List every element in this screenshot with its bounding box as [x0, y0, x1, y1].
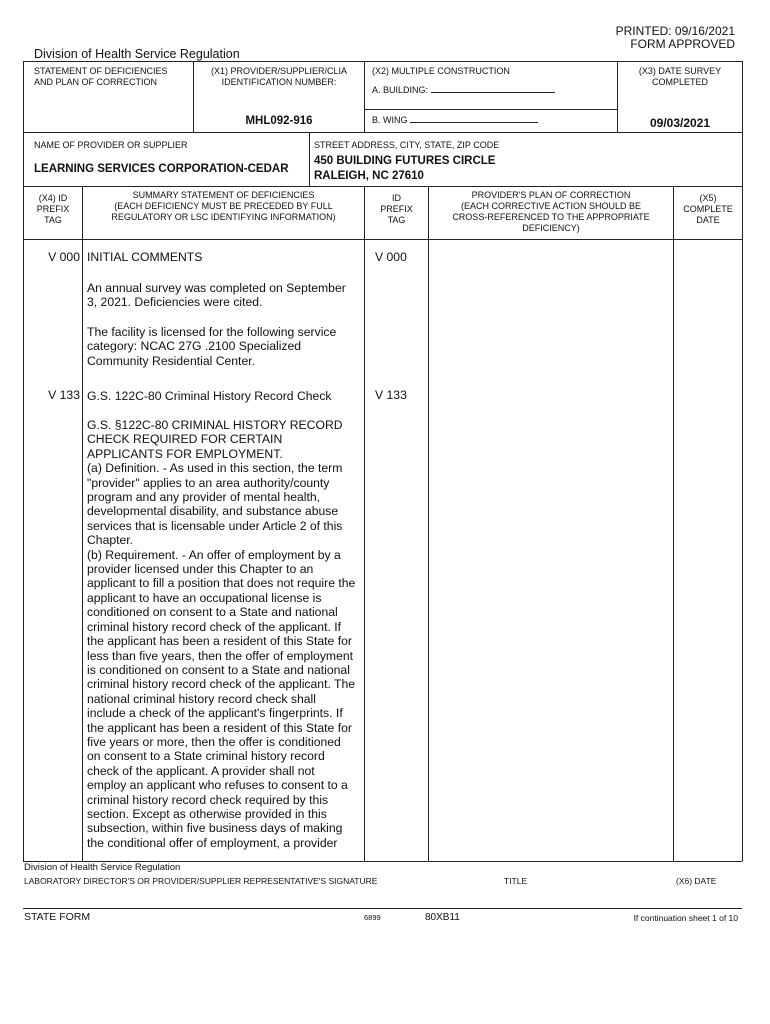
wing-label: B. WING [372, 115, 408, 125]
entry-v133-heading: G.S. 122C-80 Criminal History Record Check [87, 389, 332, 403]
col-summary-header: SUMMARY STATEMENT OF DEFICIENCIES (EACH DEFICIENCY MUST BE PRECEDED BY FULL REGULATORY OR LSC IDENTIFYING INFORMATION) [111, 190, 336, 222]
entry-v000-tag-left: V 000 [48, 250, 80, 264]
provider-name-label: NAME OF PROVIDER OR SUPPLIER [34, 140, 188, 150]
address-line1: 450 BUILDING FUTURES CIRCLE [314, 155, 496, 167]
building-label: A. BUILDING: [372, 85, 429, 95]
x3-label: (X3) DATE SURVEY COMPLETED [638, 66, 722, 87]
x1-value: MHL092-916 [245, 115, 313, 127]
agency-name: Division of Health Service Regulation [34, 47, 240, 61]
entry-v133-body: G.S. §122C-80 CRIMINAL HISTORY RECORD CHECK REQUIRED FOR CERTAIN APPLICANTS FOR EMPLOYMENT. (a) Definition. - As used in this section, the term "provider" applies to an area authority/county program and any provider of mental health, developmental disability, and substance abuse services that is licensable under Article 2 of this Chapter. (b) Requirement. - An offer of employment by a provider licensed under this Chapter to an applicant to fill a position that does not require the applicant to have an occupational license is conditioned on consent to a State and national criminal history record check of the applicant. If the applicant has been a resident of this State for less than five years, then the offer of employment is conditioned on consent to a State and national criminal history record check of the applicant. The national criminal history record check shall include a check of the applicant's fingerprints. If the applicant has been a resident of this State for five years or more, then the offer is conditioned on consent to a State criminal history record check of the applicant. A provider shall not employ an applicant who refuses to consent to a criminal history record check required by this section. Except as otherwise provided in this subsection, within five business days of making the conditional offer of employment, a provider [87, 418, 356, 850]
printed-date: PRINTED: 09/16/2021 [615, 24, 735, 38]
x6-date-label: (X6) DATE [676, 876, 717, 886]
entry-v000-paragraph-1: An annual survey was completed on September 3, 2021. Deficiencies were cited. [87, 281, 346, 310]
footer-agency: Division of Health Service Regulation [24, 862, 181, 873]
signature-label: LABORATORY DIRECTOR'S OR PROVIDER/SUPPLIER REPRESENTATIVE'S SIGNATURE [24, 876, 378, 886]
entry-v133-tag-right: V 133 [375, 388, 407, 402]
wing-blank [410, 113, 538, 123]
form-approved: FORM APPROVED [630, 37, 735, 51]
statement-label: STATEMENT OF DEFICIENCIES AND PLAN OF CORRECTION [34, 66, 168, 87]
building-blank [431, 83, 555, 93]
wing-field [372, 113, 538, 126]
building-field [372, 83, 555, 96]
col-id-header: ID PREFIX TAG [380, 193, 413, 225]
entry-v133-tag-left: V 133 [48, 388, 80, 402]
entry-v000-paragraph-2: The facility is licensed for the following service category: NCAC 27G .2100 Specialized Community Residential Center. [87, 325, 337, 368]
col-plan-header: PROVIDER'S PLAN OF CORRECTION (EACH CORRECTIVE ACTION SHOULD BE CROSS-REFERENCED TO THE APPROPRIATE DEFICIENCY) [452, 190, 650, 233]
col-x5-header: (X5) COMPLETE DATE [683, 193, 733, 225]
form-code: 80XB11 [425, 912, 460, 923]
form-number: 6899 [364, 913, 381, 922]
title-label: TITLE [504, 876, 528, 886]
state-form-label: STATE FORM [24, 911, 91, 923]
continuation-sheet: If continuation sheet 1 of 10 [633, 913, 738, 923]
col-x4-header: (X4) ID PREFIX TAG [36, 193, 70, 225]
provider-name: LEARNING SERVICES CORPORATION-CEDAR [34, 163, 289, 175]
address-label: STREET ADDRESS, CITY, STATE, ZIP CODE [314, 140, 500, 150]
entry-v000-heading: INITIAL COMMENTS [87, 250, 203, 264]
x2-label: (X2) MULTIPLE CONSTRUCTION [372, 66, 510, 76]
x3-value: 09/03/2021 [649, 116, 711, 130]
address-line2: RALEIGH, NC 27610 [314, 170, 424, 182]
entry-v000-tag-right: V 000 [375, 250, 407, 264]
x1-label: (X1) PROVIDER/SUPPLIER/CLIA IDENTIFICATION NUMBER: [210, 66, 348, 87]
